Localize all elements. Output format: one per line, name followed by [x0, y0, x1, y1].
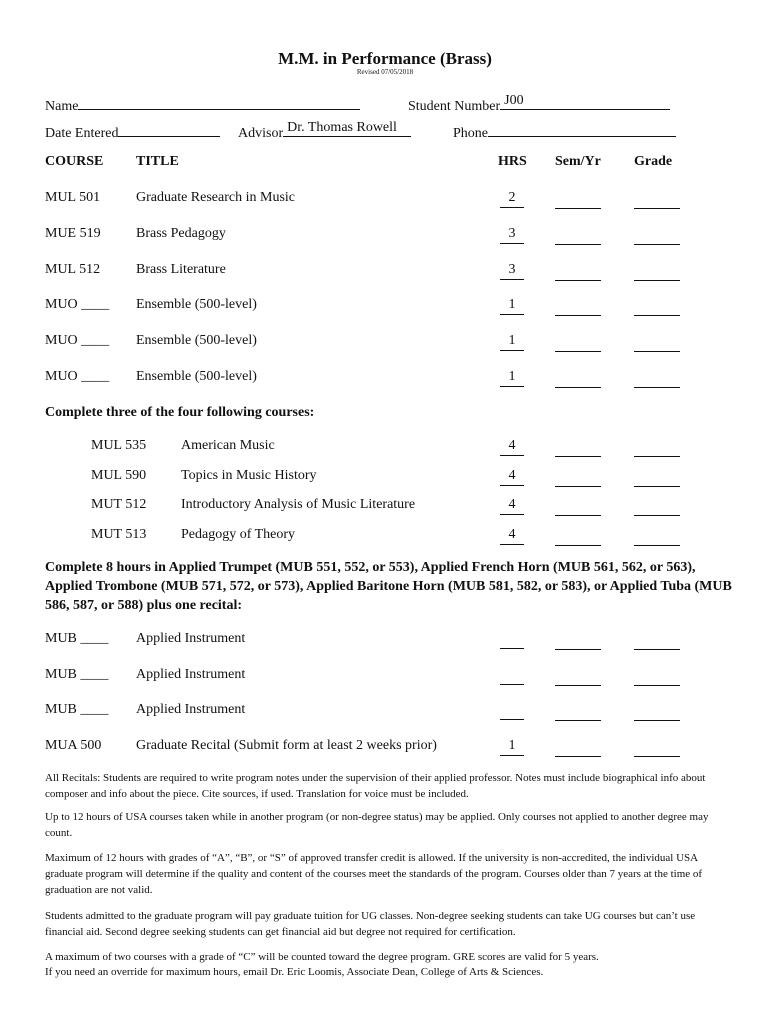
- course-hours: 4: [500, 497, 524, 515]
- grade-blank[interactable]: [634, 455, 680, 457]
- note-paragraph: Up to 12 hours of USA courses taken while in another program (or non-degree status) may be applied. Only courses not applied to another degree may count.: [45, 811, 709, 839]
- course-title: Applied Instrument: [136, 631, 246, 646]
- course-title: Graduate Recital (Submit form at least 2 weeks prior): [136, 737, 437, 753]
- grade-blank[interactable]: [634, 243, 680, 245]
- course-code: MUB ____: [45, 702, 109, 717]
- grade-blank[interactable]: [634, 386, 680, 388]
- course-code: MUL 535: [91, 438, 147, 453]
- course-title: Introductory Analysis of Music Literature: [181, 497, 416, 513]
- grade-blank[interactable]: [634, 684, 680, 686]
- student-number-value: J00: [504, 93, 524, 108]
- semyr-blank[interactable]: [555, 455, 601, 457]
- elective-heading: Complete three of the four following courses:: [45, 405, 315, 420]
- semyr-blank[interactable]: [555, 514, 601, 516]
- course-code: MUO ____: [45, 297, 110, 313]
- semyr-blank[interactable]: [555, 350, 601, 352]
- note-paragraph: Students admitted to the graduate program will pay graduate tuition for UG classes. Non-degree seeking students can take UG courses but can’t use financial aid. Second degree seeking students can get financial aid but degree not required for certification.: [45, 910, 696, 938]
- phone-input[interactable]: [488, 122, 676, 137]
- name-field: [45, 95, 360, 115]
- course-title: American Music: [181, 438, 275, 453]
- header-semyr: Sem/Yr: [555, 154, 601, 169]
- advisor-input[interactable]: [283, 122, 411, 137]
- grade-blank[interactable]: [634, 350, 680, 352]
- revised-date: Revised 07/05/2018: [356, 68, 414, 76]
- date-entered-field: [45, 122, 220, 142]
- note-paragraph: If you need an override for maximum hours, email Dr. Eric Loomis, Associate Dean, College of Arts & Sciences.: [45, 966, 544, 978]
- course-code: MUA 500: [45, 737, 102, 753]
- header-grade: Grade: [634, 154, 673, 169]
- course-title: Applied Instrument: [136, 666, 246, 682]
- date-entered-label: Date Entered: [45, 126, 119, 141]
- course-code: MUT 512: [91, 497, 147, 513]
- applied-heading: Complete 8 hours in Applied Trumpet (MUB 551, 552, or 553), Applied French Horn (MUB 561, 562, or 563), Applied Trombone (MUB 571, 572, or 573), Applied Baritone Horn (MUB 581, 582, or 583), or Applied Tuba (MUB 586, 587, or 588) plus one recital:: [45, 560, 732, 613]
- course-hours: [500, 631, 524, 649]
- semyr-blank[interactable]: [555, 648, 601, 650]
- student-number-field: [408, 95, 670, 115]
- name-label: Name: [45, 99, 79, 114]
- course-hours: 1: [500, 297, 524, 315]
- course-code: MUT 513: [91, 527, 147, 543]
- course-hours: [500, 667, 524, 685]
- course-hours: 3: [500, 262, 524, 280]
- semyr-blank[interactable]: [555, 279, 601, 281]
- grade-blank[interactable]: [634, 755, 680, 757]
- course-hours: 1: [500, 738, 524, 756]
- grade-blank[interactable]: [634, 314, 680, 316]
- course-hours: 2: [500, 190, 524, 208]
- course-code: MUO ____: [45, 369, 110, 384]
- semyr-blank[interactable]: [555, 755, 601, 757]
- course-title: Pedagogy of Theory: [181, 527, 296, 543]
- student-number-input[interactable]: [500, 95, 670, 110]
- name-input[interactable]: [78, 95, 360, 110]
- advisor-label: Advisor: [238, 126, 284, 141]
- course-title: Brass Literature: [136, 261, 226, 277]
- note-paragraph: A maximum of two courses with a grade of “C” will be counted toward the degree program. GRE scores are valid for 5 years.: [45, 951, 599, 963]
- course-code: MUE 519: [45, 225, 101, 241]
- phone-label: Phone: [453, 126, 488, 141]
- semyr-blank[interactable]: [555, 684, 601, 686]
- semyr-blank[interactable]: [555, 719, 601, 721]
- phone-field: [453, 122, 676, 142]
- header-hrs: HRS: [498, 154, 527, 169]
- course-code: MUL 590: [91, 467, 147, 483]
- grade-blank[interactable]: [634, 207, 680, 209]
- header-title: TITLE: [136, 154, 179, 169]
- course-code: MUO ____: [45, 333, 110, 349]
- course-hours: 4: [500, 527, 524, 545]
- semyr-blank[interactable]: [555, 386, 601, 388]
- semyr-blank[interactable]: [555, 314, 601, 316]
- course-code: MUB ____: [45, 666, 109, 682]
- grade-blank[interactable]: [634, 544, 680, 546]
- course-hours: 4: [500, 468, 524, 486]
- course-hours: 4: [500, 438, 524, 456]
- course-title: Ensemble (500-level): [136, 297, 257, 313]
- course-title: Ensemble (500-level): [136, 369, 257, 384]
- course-title: Applied Instrument: [136, 702, 246, 717]
- course-title: Brass Pedagogy: [136, 225, 226, 241]
- semyr-blank[interactable]: [555, 207, 601, 209]
- semyr-blank[interactable]: [555, 243, 601, 245]
- header-course: COURSE: [45, 154, 104, 169]
- advisor-value: Dr. Thomas Rowell: [287, 120, 397, 135]
- grade-blank[interactable]: [634, 719, 680, 721]
- course-hours: 1: [500, 333, 524, 351]
- advisor-field: [238, 122, 411, 142]
- grade-blank[interactable]: [634, 279, 680, 281]
- date-entered-input[interactable]: [118, 122, 220, 137]
- course-title: Graduate Research in Music: [136, 190, 295, 205]
- student-number-label: Student Number: [408, 99, 501, 114]
- note-paragraph: Maximum of 12 hours with grades of “A”, “B”, or “S” of approved transfer credit is allowed. If the university is non-accredited, the individual USA graduate program will determine if the quality and content of the courses meet the standards of the program. Courses older than 7 years at the time of graduation are not valid.: [45, 852, 703, 896]
- course-hours: [500, 702, 524, 720]
- semyr-blank[interactable]: [555, 544, 601, 546]
- semyr-blank[interactable]: [555, 485, 601, 487]
- course-code: MUL 501: [45, 190, 101, 205]
- course-code: MUL 512: [45, 261, 101, 277]
- course-hours: 3: [500, 226, 524, 244]
- course-code: MUB ____: [45, 631, 109, 646]
- grade-blank[interactable]: [634, 514, 680, 516]
- grade-blank[interactable]: [634, 648, 680, 650]
- course-title: Ensemble (500-level): [136, 333, 257, 349]
- course-title: Topics in Music History: [181, 467, 317, 483]
- note-paragraph: All Recitals: Students are required to write program notes under the supervision of their applied professor. Notes must include biographical info about composer and info about the piece. Cite sources, if used. Translation for voice must be included.: [45, 772, 706, 800]
- page-title: M.M. in Performance (Brass): [278, 49, 492, 68]
- grade-blank[interactable]: [634, 485, 680, 487]
- course-hours: 1: [500, 369, 524, 387]
